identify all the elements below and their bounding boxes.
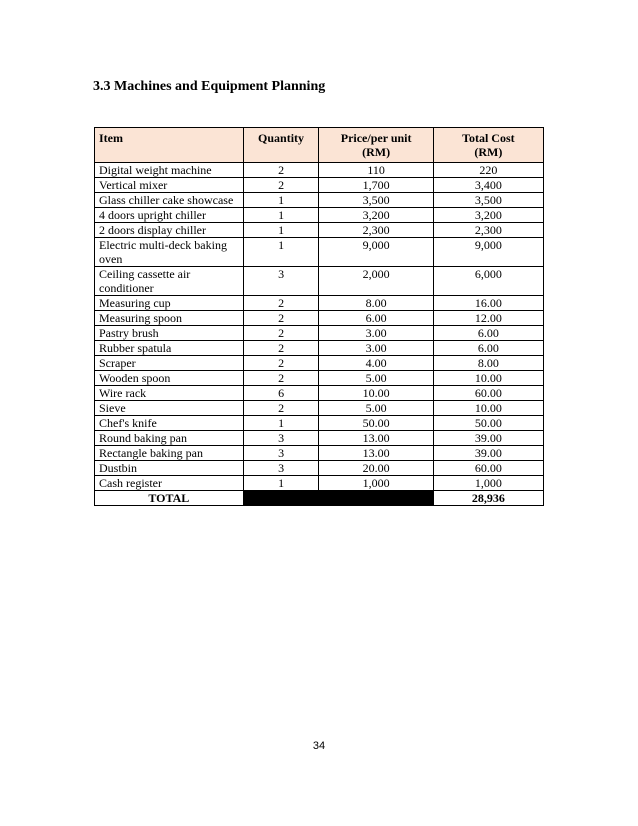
- header-total: [433, 128, 543, 163]
- cell-item: Measuring cup: [95, 296, 244, 311]
- cell-total: 3,500: [433, 193, 543, 208]
- total-row: [95, 491, 544, 506]
- cell-quantity: 1: [243, 208, 319, 223]
- cell-total: 3,400: [433, 178, 543, 193]
- cell-quantity: 6: [243, 386, 319, 401]
- cell-total: 39.00: [433, 431, 543, 446]
- cell-total: 3,200: [433, 208, 543, 223]
- cell-item: Rectangle baking pan: [95, 446, 244, 461]
- cell-quantity: 2: [243, 311, 319, 326]
- cell-item: Dustbin: [95, 461, 244, 476]
- cell-item: Scraper: [95, 356, 244, 371]
- cell-item: 4 doors upright chiller: [95, 208, 244, 223]
- cell-item: Sieve: [95, 401, 244, 416]
- header-price-line1: Price/per unit: [340, 131, 412, 145]
- cell-item: 2 doors display chiller: [95, 223, 244, 238]
- cell-total: 60.00: [433, 461, 543, 476]
- blacked-out-cell: [243, 491, 319, 506]
- table-row: [95, 401, 544, 416]
- cell-price: 6.00: [319, 311, 433, 326]
- blacked-out-cell: [319, 491, 433, 506]
- header-quantity: Quantity: [243, 128, 319, 163]
- table-row: [95, 341, 544, 356]
- table-row: [95, 208, 544, 223]
- table-row: [95, 356, 544, 371]
- table-body: [95, 163, 544, 491]
- page-number: 34: [312, 740, 326, 752]
- table-row: [95, 431, 544, 446]
- table-row: [95, 416, 544, 431]
- cell-quantity: 2: [243, 296, 319, 311]
- table-row: [95, 296, 544, 311]
- cell-quantity: 1: [243, 416, 319, 431]
- cell-quantity: 2: [243, 326, 319, 341]
- cell-item: Wooden spoon: [95, 371, 244, 386]
- cell-item: Pastry brush: [95, 326, 244, 341]
- cell-quantity: 3: [243, 446, 319, 461]
- table-row: [95, 238, 544, 267]
- cell-item: Glass chiller cake showcase: [95, 193, 244, 208]
- cell-total: 9,000: [433, 238, 543, 267]
- cell-total: 1,000: [433, 476, 543, 491]
- cell-total: 8.00: [433, 356, 543, 371]
- cell-quantity: 2: [243, 341, 319, 356]
- cell-price: 3.00: [319, 326, 433, 341]
- cell-price: 3,200: [319, 208, 433, 223]
- cell-item: Round baking pan: [95, 431, 244, 446]
- header-total-line1: Total Cost: [462, 131, 515, 145]
- cell-quantity: 1: [243, 193, 319, 208]
- header-price: [319, 128, 433, 163]
- cell-item: Rubber spatula: [95, 341, 244, 356]
- cell-total: 16.00: [433, 296, 543, 311]
- header-item: Item: [95, 128, 244, 163]
- table-row: [95, 326, 544, 341]
- table-header-row: [95, 128, 544, 163]
- cell-price: 9,000: [319, 238, 433, 267]
- cell-price: 8.00: [319, 296, 433, 311]
- cell-price: 5.00: [319, 401, 433, 416]
- cell-quantity: 2: [243, 371, 319, 386]
- cell-price: 3.00: [319, 341, 433, 356]
- section-title: 3.3 Machines and Equipment Planning: [93, 79, 326, 94]
- table-row: [95, 223, 544, 238]
- cell-quantity: 3: [243, 267, 319, 296]
- cell-item: Electric multi-deck baking oven: [95, 238, 244, 267]
- cell-total: 220: [433, 163, 543, 178]
- cell-total: 50.00: [433, 416, 543, 431]
- cell-price: 1,700: [319, 178, 433, 193]
- total-value: 28,936: [433, 491, 543, 506]
- cell-item: Vertical mixer: [95, 178, 244, 193]
- cell-quantity: 2: [243, 178, 319, 193]
- cell-price: 20.00: [319, 461, 433, 476]
- total-label: TOTAL: [95, 491, 244, 506]
- cell-quantity: 1: [243, 476, 319, 491]
- table-row: [95, 386, 544, 401]
- table-row: [95, 267, 544, 296]
- cell-price: 2,300: [319, 223, 433, 238]
- cell-price: 3,500: [319, 193, 433, 208]
- cell-total: 10.00: [433, 401, 543, 416]
- cell-quantity: 1: [243, 238, 319, 267]
- cell-quantity: 2: [243, 163, 319, 178]
- cell-item: Digital weight machine: [95, 163, 244, 178]
- cell-price: 2,000: [319, 267, 433, 296]
- table-row: [95, 461, 544, 476]
- cell-price: 110: [319, 163, 433, 178]
- table-row: [95, 178, 544, 193]
- header-price-line2: (RM): [362, 145, 391, 159]
- table-row: [95, 193, 544, 208]
- table-row: [95, 311, 544, 326]
- cell-price: 5.00: [319, 371, 433, 386]
- cell-total: 39.00: [433, 446, 543, 461]
- equipment-table: [94, 127, 544, 506]
- cell-item: Ceiling cassette air conditioner: [95, 267, 244, 296]
- cell-total: 2,300: [433, 223, 543, 238]
- cell-item: Cash register: [95, 476, 244, 491]
- cell-item: Measuring spoon: [95, 311, 244, 326]
- cell-total: 10.00: [433, 371, 543, 386]
- cell-total: 6.00: [433, 341, 543, 356]
- table-row: [95, 476, 544, 491]
- cell-total: 60.00: [433, 386, 543, 401]
- cell-price: 50.00: [319, 416, 433, 431]
- cell-quantity: 3: [243, 431, 319, 446]
- cell-total: 6,000: [433, 267, 543, 296]
- table-row: [95, 446, 544, 461]
- cell-quantity: 3: [243, 461, 319, 476]
- cell-item: Chef's knife: [95, 416, 244, 431]
- cell-price: 10.00: [319, 386, 433, 401]
- cell-price: 13.00: [319, 446, 433, 461]
- cell-price: 1,000: [319, 476, 433, 491]
- cell-total: 6.00: [433, 326, 543, 341]
- header-total-line2: (RM): [474, 145, 503, 159]
- cell-quantity: 2: [243, 356, 319, 371]
- cell-price: 4.00: [319, 356, 433, 371]
- cell-total: 12.00: [433, 311, 543, 326]
- cell-quantity: 1: [243, 223, 319, 238]
- cell-quantity: 2: [243, 401, 319, 416]
- cell-item: Wire rack: [95, 386, 244, 401]
- table-row: [95, 371, 544, 386]
- table-row: [95, 163, 544, 178]
- cell-price: 13.00: [319, 431, 433, 446]
